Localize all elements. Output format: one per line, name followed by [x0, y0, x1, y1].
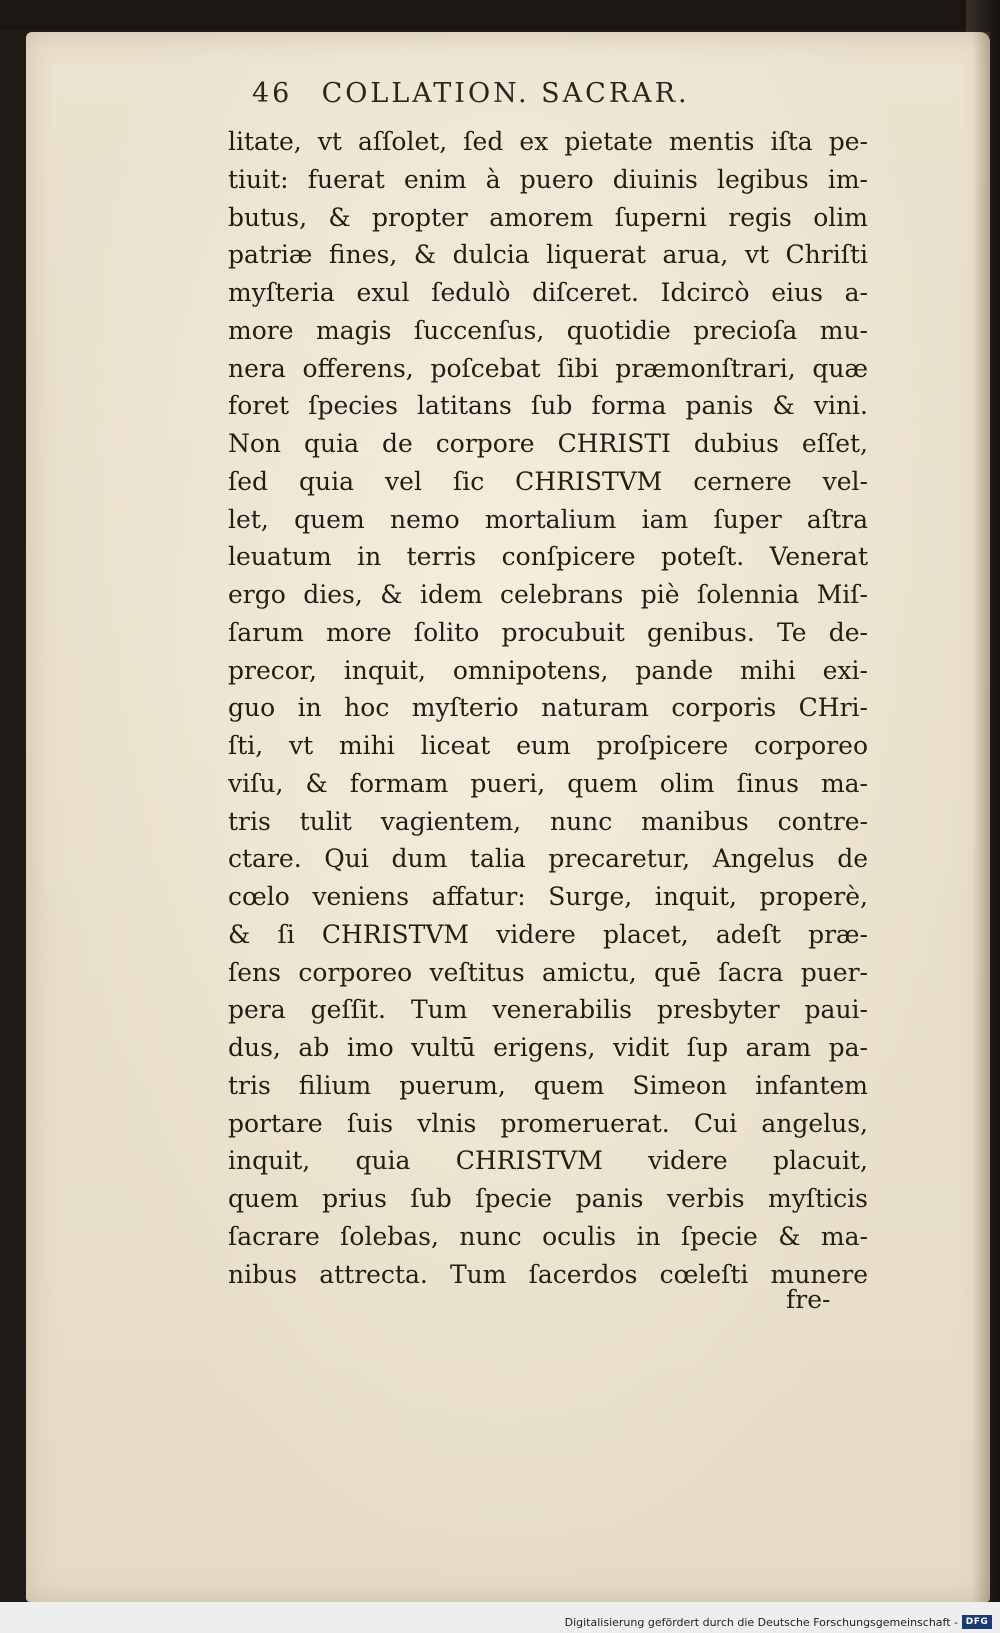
text-line: patriæ fines, & dulcia liquerat arua, vt Chriſti: [228, 240, 868, 270]
text-line: ſed quia vel ſic CHRISTVM cernere vel-: [228, 466, 868, 496]
book-cover-top: [0, 0, 1000, 30]
text-line: ſti, vt mihi liceat eum proſpicere corporeo: [228, 731, 868, 760]
body-text: [228, 123, 868, 1293]
text-line: viſu, & formam pueri, quem olim ſinus ma-: [228, 768, 868, 798]
text-line: ſens corporeo veſtitus amictu, quē ſacra puer-: [228, 957, 868, 987]
running-head: [252, 78, 812, 118]
text-line: butus, & propter amorem ſuperni regis olim: [228, 202, 868, 232]
text-line: ergo dies, & idem celebrans piè ſolennia Miſ-: [228, 580, 868, 609]
text-line: tris filium puerum, quem Simeon infantem: [228, 1070, 868, 1100]
text-line: tiuit: fuerat enim à puero diuinis legibus im-: [228, 164, 868, 194]
text-line: nera offerens, poſcebat ſibi præmonſtrari, quæ: [228, 353, 868, 383]
text-line: tris tulit vagientem, nunc manibus contre-: [228, 806, 868, 836]
text-line: nibus attrecta. Tum ſacerdos cœleſti munere: [228, 1259, 868, 1289]
text-line: cœlo veniens affatur: Surge, inquit, properè,: [228, 882, 868, 911]
text-line: guo in hoc myſterio naturam corporis CHri-: [228, 693, 868, 723]
text-line: myſteria exul ſedulò diſceret. Idcircò eius a-: [228, 278, 868, 307]
text-line: quem prius ſub ſpecie panis verbis myſticis: [228, 1184, 868, 1213]
text-line: & ſi CHRISTVM videre placet, adeſt præ-: [228, 919, 868, 949]
text-line: litate, vt aſſolet, ſed ex pietate mentis iſta pe-: [228, 127, 868, 156]
text-line: portare ſuis vlnis promeruerat. Cui angelus,: [228, 1108, 868, 1138]
page-gutter-shadow: [972, 32, 990, 1602]
text-line: ctare. Qui dum talia precaretur, Angelus de: [228, 844, 868, 874]
text-line: ſarum more ſolito procubuit genibus. Te de-: [228, 617, 868, 647]
text-line: more magis ſuccenſus, quotidie precioſa mu-: [228, 315, 868, 345]
text-line: inquit, quia CHRISTVM videre placuit,: [228, 1146, 868, 1176]
text-line: pera geſſit. Tum venerabilis presbyter paui-: [228, 995, 868, 1025]
text-line: foret ſpecies latitans ſub forma panis & vini.: [228, 391, 868, 421]
dfg-logo: DFG: [962, 1615, 992, 1629]
footer-credit: Digitalisierung gefördert durch die Deutsche Forschungsgemeinschaft -: [564, 1616, 958, 1629]
page-number: 46: [252, 78, 293, 109]
catchword: fre-: [786, 1285, 831, 1314]
text-line: dus, ab imo vultū erigens, vidit ſup aram pa-: [228, 1033, 868, 1062]
text-line: precor, inquit, omnipotens, pande mihi exi-: [228, 655, 868, 685]
text-line: Non quia de corpore CHRISTI dubius eſſet,: [228, 429, 868, 458]
text-line: leuatum in terris conſpicere poteſt. Venerat: [228, 542, 868, 572]
running-title: COLLATION. SACRAR.: [321, 78, 690, 109]
text-line: let, quem nemo mortalium iam ſuper aſtra: [228, 504, 868, 534]
text-line: ſacrare ſolebas, nunc oculis in ſpecie & ma-: [228, 1221, 868, 1251]
